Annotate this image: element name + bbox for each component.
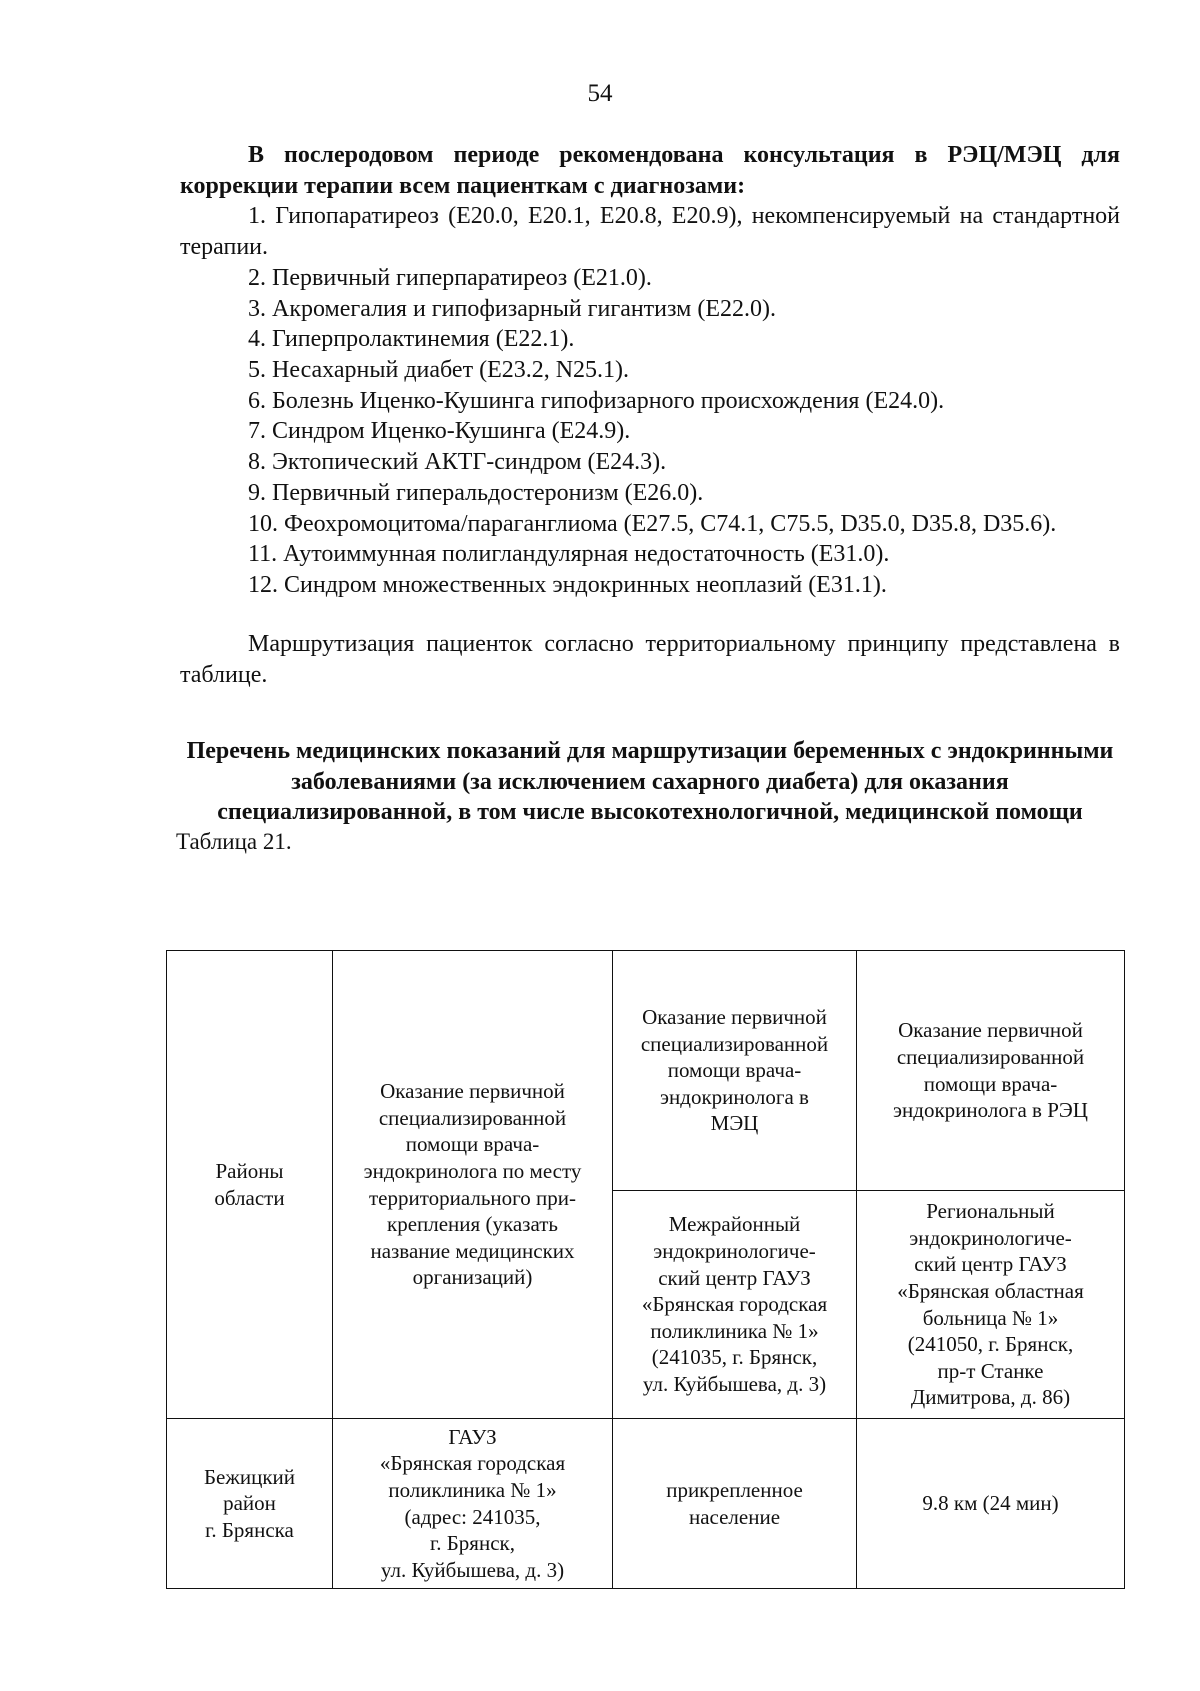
cell-local-org-text: ГАУЗ «Брянская городская поликлиника № 1» (адрес: 241035, г. Брянск, ул. Куйбышева, д. 3): [379, 1424, 566, 1582]
document-body: [176, 140, 1120, 854]
cell-rec-text: 9.8 км (24 мин): [922, 1491, 1059, 1516]
header-rec-care-text: Оказание первичной специализированной помощи врача- эндокринолога в РЭЦ: [893, 1018, 1088, 1123]
cell-local-org: [333, 1419, 613, 1589]
header-districts-text: Районы области: [214, 1158, 285, 1210]
table-number: Таблица 21.: [176, 828, 292, 854]
diagnosis-item: 7. Синдром Иценко-Кушинга (E24.9).: [248, 418, 631, 445]
page-number: 54: [587, 80, 613, 107]
header-districts: [167, 951, 333, 1419]
routing-table: [166, 950, 1125, 1589]
table-row: [167, 1419, 1125, 1589]
diagnosis-item: 2. Первичный гиперпаратиреоз (E21.0).: [248, 264, 652, 291]
postpartum-heading: В послеродовом периоде рекомендована консультация в РЭЦ/МЭЦ для коррекции терапии всем пациенткам с диагнозами:: [180, 142, 1120, 199]
diagnosis-item: 3. Акромегалия и гипофизарный гигантизм (E22.0).: [248, 295, 776, 322]
diagnosis-item: 9. Первичный гиперальдостеронизм (E26.0).: [248, 479, 704, 506]
diagnosis-item: 4. Гиперпролактинемия (E22.1).: [248, 326, 575, 353]
diagnosis-item: 8. Эктопический АКТГ-синдром (E24.3).: [248, 449, 667, 476]
header-mec-center: [613, 1191, 857, 1419]
routing-paragraph: Маршрутизация пациенток согласно территориальному принципу представлена в таблице.: [180, 630, 1120, 688]
diagnosis-list: [180, 201, 1120, 600]
diagnosis-item: 11. Аутоиммунная полигландулярная недостаточность (E31.0).: [248, 541, 890, 568]
cell-district: [167, 1419, 333, 1589]
diagnosis-item: 6. Болезнь Иценко-Кушинга гипофизарного происхождения (E24.0).: [248, 387, 945, 414]
header-rec-center: [857, 1191, 1125, 1419]
diagnosis-item: 1. Гипопаратиреоз (E20.0, E20.1, E20.8, E20.9), некомпенсируемый на стандартной терапии.: [180, 203, 1120, 261]
cell-mec-text: прикрепленное население: [666, 1477, 803, 1529]
header-rec-center-text: Региональный эндокринологиче- ский центр ГАУЗ «Брянская областная больница № 1» (241050, г. Брянск, пр-т Станке Димитрова, д. 86): [897, 1198, 1084, 1410]
diagnosis-item: 12. Синдром множественных эндокринных неоплазий (E31.1).: [248, 572, 887, 599]
header-rec-care: [857, 951, 1125, 1191]
header-mec-care: [613, 951, 857, 1191]
cell-district-text: Бежицкий район г. Брянска: [203, 1464, 296, 1542]
diagnosis-item: 10. Феохромоцитома/параганглиома (E27.5, C74.1, C75.5, D35.0, D35.8, D35.6).: [248, 510, 1057, 537]
header-local-care-text: Оказание первичной специализированной помощи врача- эндокринолога по месту территориального при- крепления (указать название медицинских организаций): [363, 1078, 582, 1290]
header-local-care: [333, 951, 613, 1419]
table-title: Перечень медицинских показаний для маршрутизации беременных с эндокринными заболеваниями (за исключением сахарного диабета) для оказания специализированной, в том числе высокотехнологичной, медицинской помощи: [186, 738, 1114, 826]
header-mec-center-text: Межрайонный эндокринологиче- ский центр ГАУЗ «Брянская городская поликлиника № 1» (241035, г. Брянск, ул. Куйбышева, д. 3): [641, 1212, 828, 1397]
diagnosis-item: 5. Несахарный диабет (E23.2, N25.1).: [248, 357, 630, 384]
cell-rec: [857, 1419, 1125, 1589]
header-mec-care-text: Оказание первичной специализированной помощи врача- эндокринолога в МЭЦ: [640, 1004, 829, 1136]
cell-mec: [613, 1419, 857, 1589]
table-header-row: [167, 951, 1125, 1191]
